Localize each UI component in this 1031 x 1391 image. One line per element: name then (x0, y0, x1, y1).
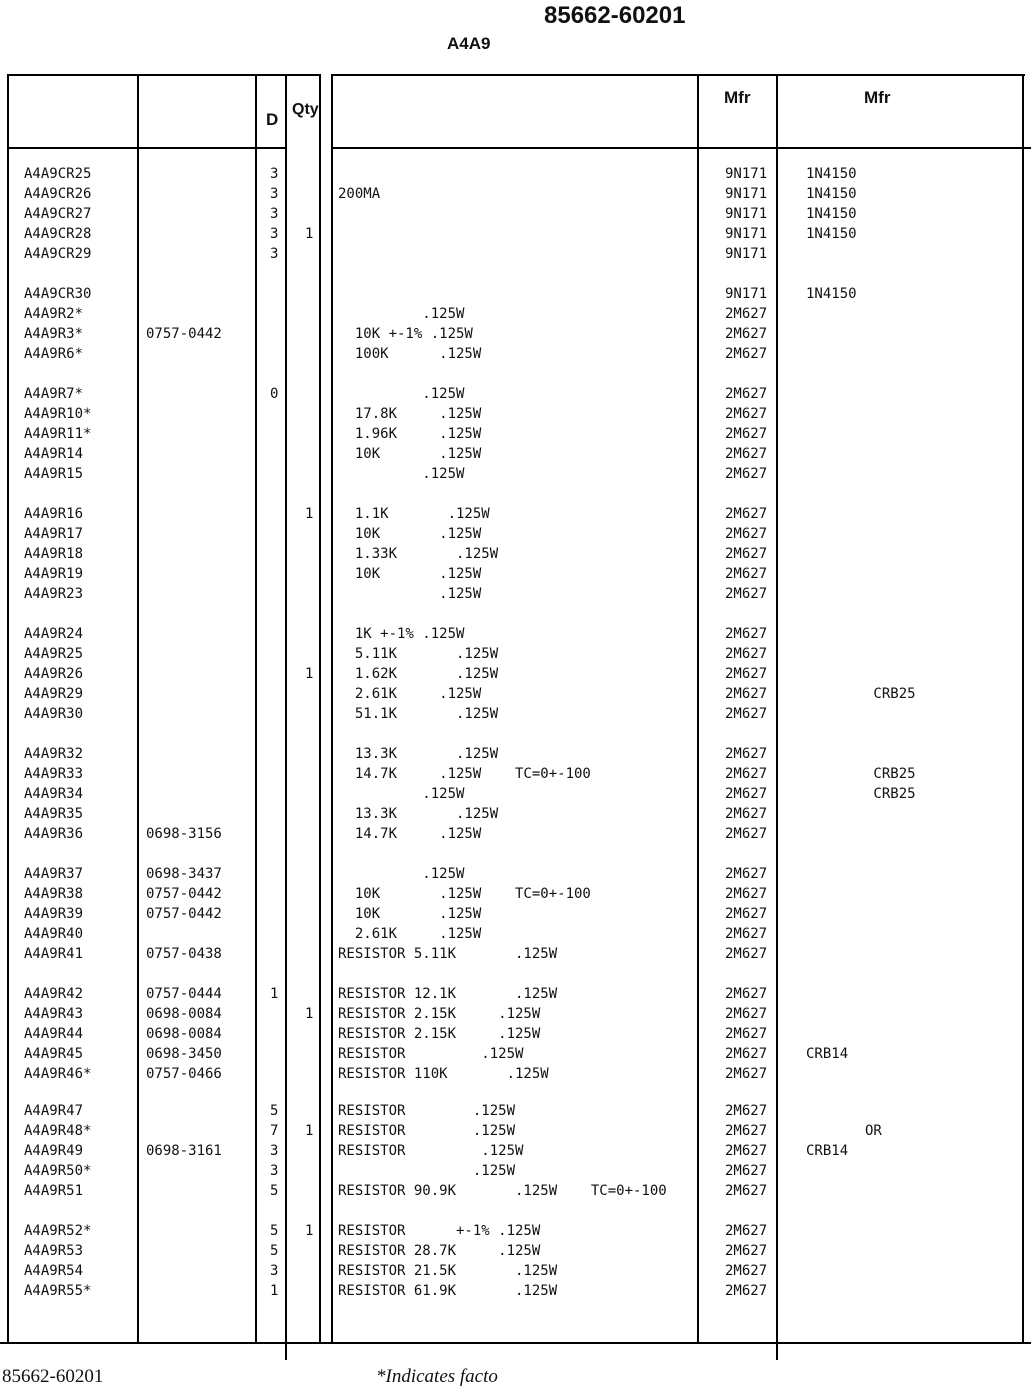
bottom-rule (0, 1342, 1031, 1344)
row-reference: A4A9R52* (24, 1223, 92, 1239)
row-part-number: 0698-0084 (146, 1005, 222, 1022)
row-reference: A4A9CR27 (24, 205, 92, 222)
row-reference: A4A9R23 (24, 585, 84, 602)
row-description: 1K +-1% .125W (338, 626, 465, 642)
row-mfr-code: 2M627 (725, 565, 768, 582)
row-reference: A4A9R51 (24, 1182, 84, 1199)
row-mfr-code: 2M627 (725, 506, 768, 522)
col-header-mfr-part: Mfr (864, 88, 891, 107)
row-mfr-part: 1N4150 (806, 166, 857, 182)
row-description: RESISTOR 12.1K .125W (338, 986, 558, 1002)
row-mfr-code: 2M627 (725, 305, 768, 322)
row-part-number: 0757-0438 (146, 945, 222, 962)
row-mfr-code: 2M627 (725, 425, 768, 442)
row-part-number: 0757-0442 (146, 905, 222, 922)
row-mfr-code: 2M627 (725, 465, 768, 482)
row-reference: A4A9R2* (24, 305, 84, 322)
row-mfr-code: 2M627 (725, 325, 768, 342)
row-cd: 3 (270, 205, 279, 222)
row-mfr-code: 2M627 (725, 1282, 768, 1299)
row-description: RESISTOR .125W (338, 1142, 524, 1159)
row-mfr-code: 2M627 (725, 1223, 768, 1239)
row-part-number: 0698-3450 (146, 1045, 222, 1062)
row-reference: A4A9R40 (24, 925, 84, 942)
row-part-number: 0757-0442 (146, 325, 222, 342)
row-reference: A4A9R46* (24, 1065, 92, 1082)
row-description: 10K .125W (338, 565, 482, 582)
footer-note: *Indicates facto (376, 1366, 498, 1387)
row-description: RESISTOR 61.9K .125W (338, 1282, 558, 1299)
row-part-number: 0757-0442 (146, 885, 222, 902)
row-description: .125W (338, 785, 465, 802)
col-rule-6 (331, 74, 333, 1344)
row-reference: A4A9R32 (24, 746, 84, 762)
row-description: RESISTOR 110K .125W (338, 1065, 549, 1082)
row-qty: 1 (305, 225, 314, 242)
row-mfr-code: 2M627 (725, 405, 768, 422)
row-mfr-code: 2M627 (725, 765, 768, 782)
col-rule-9 (1022, 74, 1024, 1344)
top-rule-left (7, 74, 319, 76)
row-cd: 0 (270, 386, 279, 402)
row-description: 14.7K .125W (338, 825, 482, 842)
row-mfr-code: 2M627 (725, 1025, 768, 1042)
row-reference: A4A9R11* (24, 425, 92, 442)
row-reference: A4A9R43 (24, 1005, 84, 1022)
row-reference: A4A9R35 (24, 805, 84, 822)
row-reference: A4A9R36 (24, 825, 84, 842)
row-description: RESISTOR 28.7K .125W (338, 1242, 541, 1259)
row-description: 13.3K .125W (338, 746, 499, 762)
row-description: 1.96K .125W (338, 425, 482, 442)
row-mfr-code: 9N171 (725, 225, 768, 242)
row-description: RESISTOR .125W (338, 1103, 516, 1119)
row-mfr-code: 9N171 (725, 205, 768, 222)
row-cd: 5 (270, 1242, 279, 1259)
row-mfr-code: 2M627 (725, 705, 768, 722)
row-part-number: 0698-3156 (146, 825, 222, 842)
row-reference: A4A9R44 (24, 1025, 84, 1042)
row-cd: 5 (270, 1223, 279, 1239)
row-description: .125W (338, 305, 465, 322)
row-description: 100K .125W (338, 345, 482, 362)
footer-part-number: 85662-60201 (2, 1366, 104, 1387)
row-reference: A4A9R54 (24, 1262, 84, 1279)
row-mfr-part: OR (806, 1122, 882, 1139)
row-mfr-part: CRB14 (806, 1142, 849, 1159)
row-reference: A4A9R16 (24, 506, 84, 522)
row-mfr-code: 2M627 (725, 746, 768, 762)
row-cd: 7 (270, 1122, 279, 1139)
row-qty: 1 (305, 665, 314, 682)
row-mfr-part: 1N4150 (806, 185, 857, 202)
row-description: RESISTOR 2.15K .125W (338, 1025, 541, 1042)
row-description: 1.1K .125W (338, 506, 490, 522)
header-rule-left (7, 147, 285, 149)
row-reference: A4A9R30 (24, 705, 84, 722)
row-cd: 1 (270, 1282, 279, 1299)
row-reference: A4A9R6* (24, 345, 84, 362)
row-description: 51.1K .125W (338, 705, 499, 722)
row-mfr-code: 2M627 (725, 345, 768, 362)
row-description: 1.62K .125W (338, 665, 499, 682)
row-description: 10K .125W (338, 905, 482, 922)
row-mfr-part: CRB25 (806, 765, 916, 782)
row-description: RESISTOR 21.5K .125W (338, 1262, 558, 1279)
row-part-number: 0757-0444 (146, 986, 222, 1002)
row-mfr-code: 2M627 (725, 905, 768, 922)
col-rule-7 (697, 74, 699, 1344)
row-description: .125W (338, 386, 465, 402)
row-description: 10K .125W (338, 525, 482, 542)
row-mfr-code: 2M627 (725, 1065, 768, 1082)
row-description: .125W (338, 465, 465, 482)
row-reference: A4A9R41 (24, 945, 84, 962)
row-reference: A4A9R38 (24, 885, 84, 902)
row-mfr-code: 2M627 (725, 1122, 768, 1139)
row-reference: A4A9R25 (24, 645, 84, 662)
row-reference: A4A9R10* (24, 405, 92, 422)
row-cd: 3 (270, 185, 279, 202)
row-cd: 3 (270, 1162, 279, 1179)
row-description: 14.7K .125W TC=0+-100 (338, 765, 591, 782)
row-reference: A4A9R3* (24, 325, 84, 342)
row-reference: A4A9R24 (24, 626, 84, 642)
row-mfr-code: 2M627 (725, 445, 768, 462)
row-mfr-code: 2M627 (725, 525, 768, 542)
row-mfr-code: 2M627 (725, 1182, 768, 1199)
row-description: RESISTOR 5.11K .125W (338, 945, 558, 962)
row-reference: A4A9CR26 (24, 185, 92, 202)
row-description: 13.3K .125W (338, 805, 499, 822)
row-reference: A4A9R55* (24, 1282, 92, 1299)
row-mfr-code: 9N171 (725, 245, 768, 262)
col-rule-3 (255, 74, 257, 1344)
row-mfr-code: 2M627 (725, 685, 768, 702)
row-mfr-part: 1N4150 (806, 286, 857, 302)
row-description: RESISTOR .125W (338, 1122, 516, 1139)
row-mfr-code: 2M627 (725, 645, 768, 662)
row-cd: 1 (270, 986, 279, 1002)
row-reference: A4A9CR29 (24, 245, 92, 262)
row-qty: 1 (305, 506, 314, 522)
row-description: RESISTOR 90.9K .125W TC=0+-100 (338, 1182, 667, 1199)
row-description: .125W (338, 585, 482, 602)
row-reference: A4A9R49 (24, 1142, 84, 1159)
col-header-d: D (266, 110, 279, 129)
row-mfr-code: 9N171 (725, 286, 768, 302)
row-cd: 3 (270, 1262, 279, 1279)
row-reference: A4A9CR30 (24, 286, 92, 302)
row-description: 10K +-1% .125W (338, 325, 473, 342)
row-description: 1.33K .125W (338, 545, 499, 562)
row-reference: A4A9R19 (24, 565, 84, 582)
row-mfr-part: CRB14 (806, 1045, 849, 1062)
row-mfr-code: 2M627 (725, 1262, 768, 1279)
row-mfr-code: 2M627 (725, 866, 768, 882)
row-reference: A4A9R17 (24, 525, 84, 542)
col-rule-2 (137, 74, 139, 1344)
row-mfr-part: 1N4150 (806, 205, 857, 222)
assembly-title: A4A9 (447, 34, 491, 53)
row-reference: A4A9R45 (24, 1045, 84, 1062)
row-mfr-code: 2M627 (725, 885, 768, 902)
col-header-qty: Qty (292, 101, 319, 118)
row-mfr-code: 2M627 (725, 665, 768, 682)
top-rule-right (331, 74, 1025, 76)
col-header-mfr-code: Mfr (724, 88, 751, 107)
col-rule-5 (319, 74, 321, 1344)
row-description: 2.61K .125W (338, 925, 482, 942)
row-reference: A4A9R39 (24, 905, 84, 922)
row-reference: A4A9R34 (24, 785, 84, 802)
row-reference: A4A9R7* (24, 386, 84, 402)
row-mfr-code: 2M627 (725, 1242, 768, 1259)
row-reference: A4A9CR28 (24, 225, 92, 242)
row-part-number: 0757-0466 (146, 1065, 222, 1082)
row-mfr-code: 2M627 (725, 785, 768, 802)
header-rule-right (331, 147, 1031, 149)
row-mfr-part: 1N4150 (806, 225, 857, 242)
col-rule-1 (7, 74, 9, 1344)
row-description: 200MA (338, 185, 381, 202)
row-mfr-part: CRB25 (806, 685, 916, 702)
row-reference: A4A9R33 (24, 765, 84, 782)
row-mfr-code: 2M627 (725, 1142, 768, 1159)
row-mfr-code: 2M627 (725, 1103, 768, 1119)
row-reference: A4A9R47 (24, 1103, 84, 1119)
row-part-number: 0698-3437 (146, 866, 222, 882)
row-mfr-code: 9N171 (725, 166, 768, 182)
row-reference: A4A9R37 (24, 866, 84, 882)
row-mfr-code: 2M627 (725, 805, 768, 822)
page-part-number: 85662-60201 (544, 2, 686, 29)
row-description: RESISTOR .125W (338, 1045, 524, 1062)
row-mfr-code: 2M627 (725, 386, 768, 402)
row-mfr-code: 2M627 (725, 925, 768, 942)
row-description: 10K .125W TC=0+-100 (338, 885, 591, 902)
row-mfr-code: 2M627 (725, 585, 768, 602)
row-cd: 3 (270, 166, 279, 182)
row-reference: A4A9R48* (24, 1122, 92, 1139)
col-rule-4 (285, 74, 287, 1360)
row-description: .125W (338, 866, 465, 882)
row-mfr-code: 2M627 (725, 626, 768, 642)
row-reference: A4A9R42 (24, 986, 84, 1002)
row-description: RESISTOR 2.15K .125W (338, 1005, 541, 1022)
row-description: RESISTOR +-1% .125W (338, 1223, 541, 1239)
row-part-number: 0698-0084 (146, 1025, 222, 1042)
row-description: 5.11K .125W (338, 645, 499, 662)
row-reference: A4A9CR25 (24, 166, 92, 182)
row-mfr-code: 2M627 (725, 945, 768, 962)
row-reference: A4A9R26 (24, 665, 84, 682)
col-rule-8 (776, 74, 778, 1360)
row-description: 2.61K .125W (338, 685, 482, 702)
row-part-number: 0698-3161 (146, 1142, 222, 1159)
row-reference: A4A9R15 (24, 465, 84, 482)
row-description: 17.8K .125W (338, 405, 482, 422)
row-mfr-code: 2M627 (725, 1162, 768, 1179)
row-cd: 5 (270, 1182, 279, 1199)
row-qty: 1 (305, 1005, 314, 1022)
row-cd: 3 (270, 245, 279, 262)
row-cd: 3 (270, 1142, 279, 1159)
row-mfr-code: 2M627 (725, 1045, 768, 1062)
row-mfr-code: 2M627 (725, 545, 768, 562)
row-qty: 1 (305, 1122, 314, 1139)
row-reference: A4A9R50* (24, 1162, 92, 1179)
row-mfr-code: 2M627 (725, 1005, 768, 1022)
row-mfr-part: CRB25 (806, 785, 916, 802)
row-reference: A4A9R29 (24, 685, 84, 702)
row-mfr-code: 2M627 (725, 986, 768, 1002)
row-qty: 1 (305, 1223, 314, 1239)
row-reference: A4A9R14 (24, 445, 84, 462)
row-description: .125W (338, 1162, 516, 1179)
row-reference: A4A9R53 (24, 1242, 84, 1259)
row-mfr-code: 2M627 (725, 825, 768, 842)
row-cd: 3 (270, 225, 279, 242)
row-description: 10K .125W (338, 445, 482, 462)
row-cd: 5 (270, 1103, 279, 1119)
row-reference: A4A9R18 (24, 545, 84, 562)
row-mfr-code: 9N171 (725, 185, 768, 202)
